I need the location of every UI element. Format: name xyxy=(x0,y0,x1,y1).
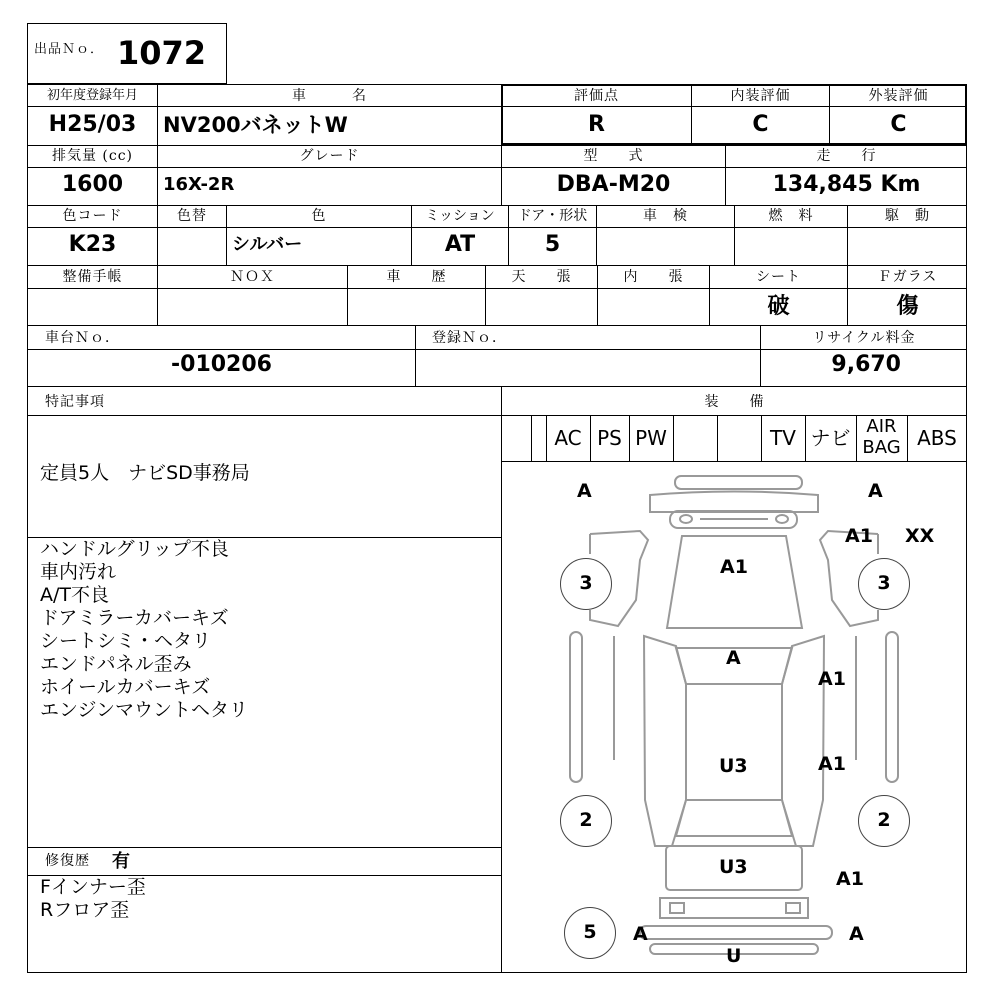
seat-value: 破 xyxy=(767,293,790,319)
notes-line: 車内汚れ xyxy=(40,561,117,583)
mark-fender-right: A1 xyxy=(845,525,873,547)
equipment-airbag: AIR BAG xyxy=(862,416,901,458)
door-type-label: ドア・形状 xyxy=(517,208,588,224)
equipment-tv: TV xyxy=(770,426,796,450)
mileage-label: 走 行 xyxy=(816,148,877,164)
notes-line: ホイールカバーキズ xyxy=(40,676,211,698)
tire-rear-right: 2 xyxy=(858,795,910,847)
interior-grade-value: C xyxy=(752,112,769,137)
mark-quarter-right: A1 xyxy=(836,868,864,890)
mark-door-front-right: A1 xyxy=(818,668,846,690)
fuel-label: 燃 料 xyxy=(768,208,814,224)
score-value: R xyxy=(588,112,605,137)
tire-spare: 5 xyxy=(564,907,616,959)
recycle-fee-label: リサイクル料金 xyxy=(812,330,916,346)
equipment-ac: AC xyxy=(554,426,582,450)
mark-rear-bumper-left: A xyxy=(633,923,648,945)
notes-main: 定員5人 ナビSD事務局 xyxy=(40,462,250,484)
interior-grade-label: 内装評価 xyxy=(730,88,791,104)
mark-rear-gate: U3 xyxy=(719,856,748,878)
front-glass-value: 傷 xyxy=(896,293,919,319)
score-label: 評価点 xyxy=(574,88,619,104)
car-name-label: 車 名 xyxy=(292,88,367,104)
mark-fender-right-extra: XX xyxy=(905,525,935,547)
mark-front-bumper-right: A xyxy=(868,480,883,502)
repair-list xyxy=(40,876,146,922)
color-code-label: 色コード xyxy=(62,208,123,224)
grade-value: 16X-2R xyxy=(163,174,235,195)
notes-line: シートシミ・ヘタリ xyxy=(40,630,212,652)
lot-number-label: 出品Ｎｏ． xyxy=(34,42,105,57)
front-glass-label: Ｆガラス xyxy=(877,269,938,285)
mark-hood: A1 xyxy=(720,556,748,578)
recycle-fee-value: 9,670 xyxy=(831,352,901,377)
car-history-label: 車 歴 xyxy=(386,269,447,285)
equipment-ps: PS xyxy=(597,426,622,450)
tire-front-right: 3 xyxy=(858,558,910,610)
headliner-label: 天 張 xyxy=(511,269,572,285)
equipment-abs: ABS xyxy=(917,426,957,450)
tire-rear-left: 2 xyxy=(560,795,612,847)
mark-door-rear-right: A1 xyxy=(818,753,846,775)
repair-line: Fインナー歪 xyxy=(40,876,146,898)
equipment-pw: PW xyxy=(635,426,667,450)
color-label: 色 xyxy=(311,208,327,224)
mark-windshield: A xyxy=(726,647,741,669)
color-code-value: K23 xyxy=(68,232,117,257)
registration-number-label: 登録Ｎｏ． xyxy=(432,330,507,346)
notes-line: ドアミラーカバーキズ xyxy=(40,607,229,629)
maintenance-record-label: 整備手帳 xyxy=(62,269,123,285)
displacement-value: 1600 xyxy=(61,172,124,197)
repair-line: Rフロア歪 xyxy=(40,899,130,921)
notes-line: エンドパネル歪み xyxy=(40,653,192,675)
notes-line: エンジンマウントヘタリ xyxy=(40,699,249,721)
repair-history-value: 有 xyxy=(112,851,130,872)
equipment-navi: ナビ xyxy=(810,426,851,450)
displacement-label: 排気量 (cc) xyxy=(51,148,134,164)
interior-trim-label: 内 張 xyxy=(623,269,684,285)
tire-front-left: 3 xyxy=(560,558,612,610)
car-name-value: NV200バネットW xyxy=(163,113,348,137)
equipment-label: 装 備 xyxy=(704,394,765,410)
car-body-diagram xyxy=(502,462,966,972)
seat-label: シート xyxy=(756,269,801,285)
mark-rear-bumper-right: A xyxy=(849,923,864,945)
mileage-value: 134,845 Km xyxy=(772,172,921,197)
transmission-value: AT xyxy=(444,232,476,257)
notes-list xyxy=(40,538,248,722)
exterior-grade-value: C xyxy=(890,112,907,137)
inspection-label: 車 検 xyxy=(643,208,688,224)
notes-line: A/T不良 xyxy=(40,584,110,606)
mark-front-bumper-left: A xyxy=(577,480,592,502)
model-code-label: 型 式 xyxy=(583,148,644,164)
recolor-label: 色替 xyxy=(177,208,207,224)
repair-history-label: 修復歴 xyxy=(45,853,90,869)
door-type-value: 5 xyxy=(544,232,561,257)
notes-line: ハンドルグリップ不良 xyxy=(40,538,229,560)
grade-label: グレード xyxy=(299,148,360,164)
mark-roof: U3 xyxy=(719,755,748,777)
nox-label: ＮＯＸ xyxy=(230,269,275,285)
exterior-grade-label: 外装評価 xyxy=(868,88,929,104)
mark-rear-bumper-center: U xyxy=(726,945,742,967)
notes-label: 特記事項 xyxy=(45,394,105,410)
color-value: シルバー xyxy=(232,234,303,255)
drive-label: 駆 動 xyxy=(885,208,930,224)
lot-number: 1072 xyxy=(117,34,207,72)
chassis-number-value: -010206 xyxy=(171,352,272,377)
first-registration-label: 初年度登録年月 xyxy=(46,88,138,103)
chassis-number-label: 車台Ｎｏ． xyxy=(45,330,120,346)
first-registration-value: H25/03 xyxy=(48,112,137,137)
model-code-value: DBA-M20 xyxy=(556,172,671,197)
transmission-label: ミッション xyxy=(425,208,495,224)
